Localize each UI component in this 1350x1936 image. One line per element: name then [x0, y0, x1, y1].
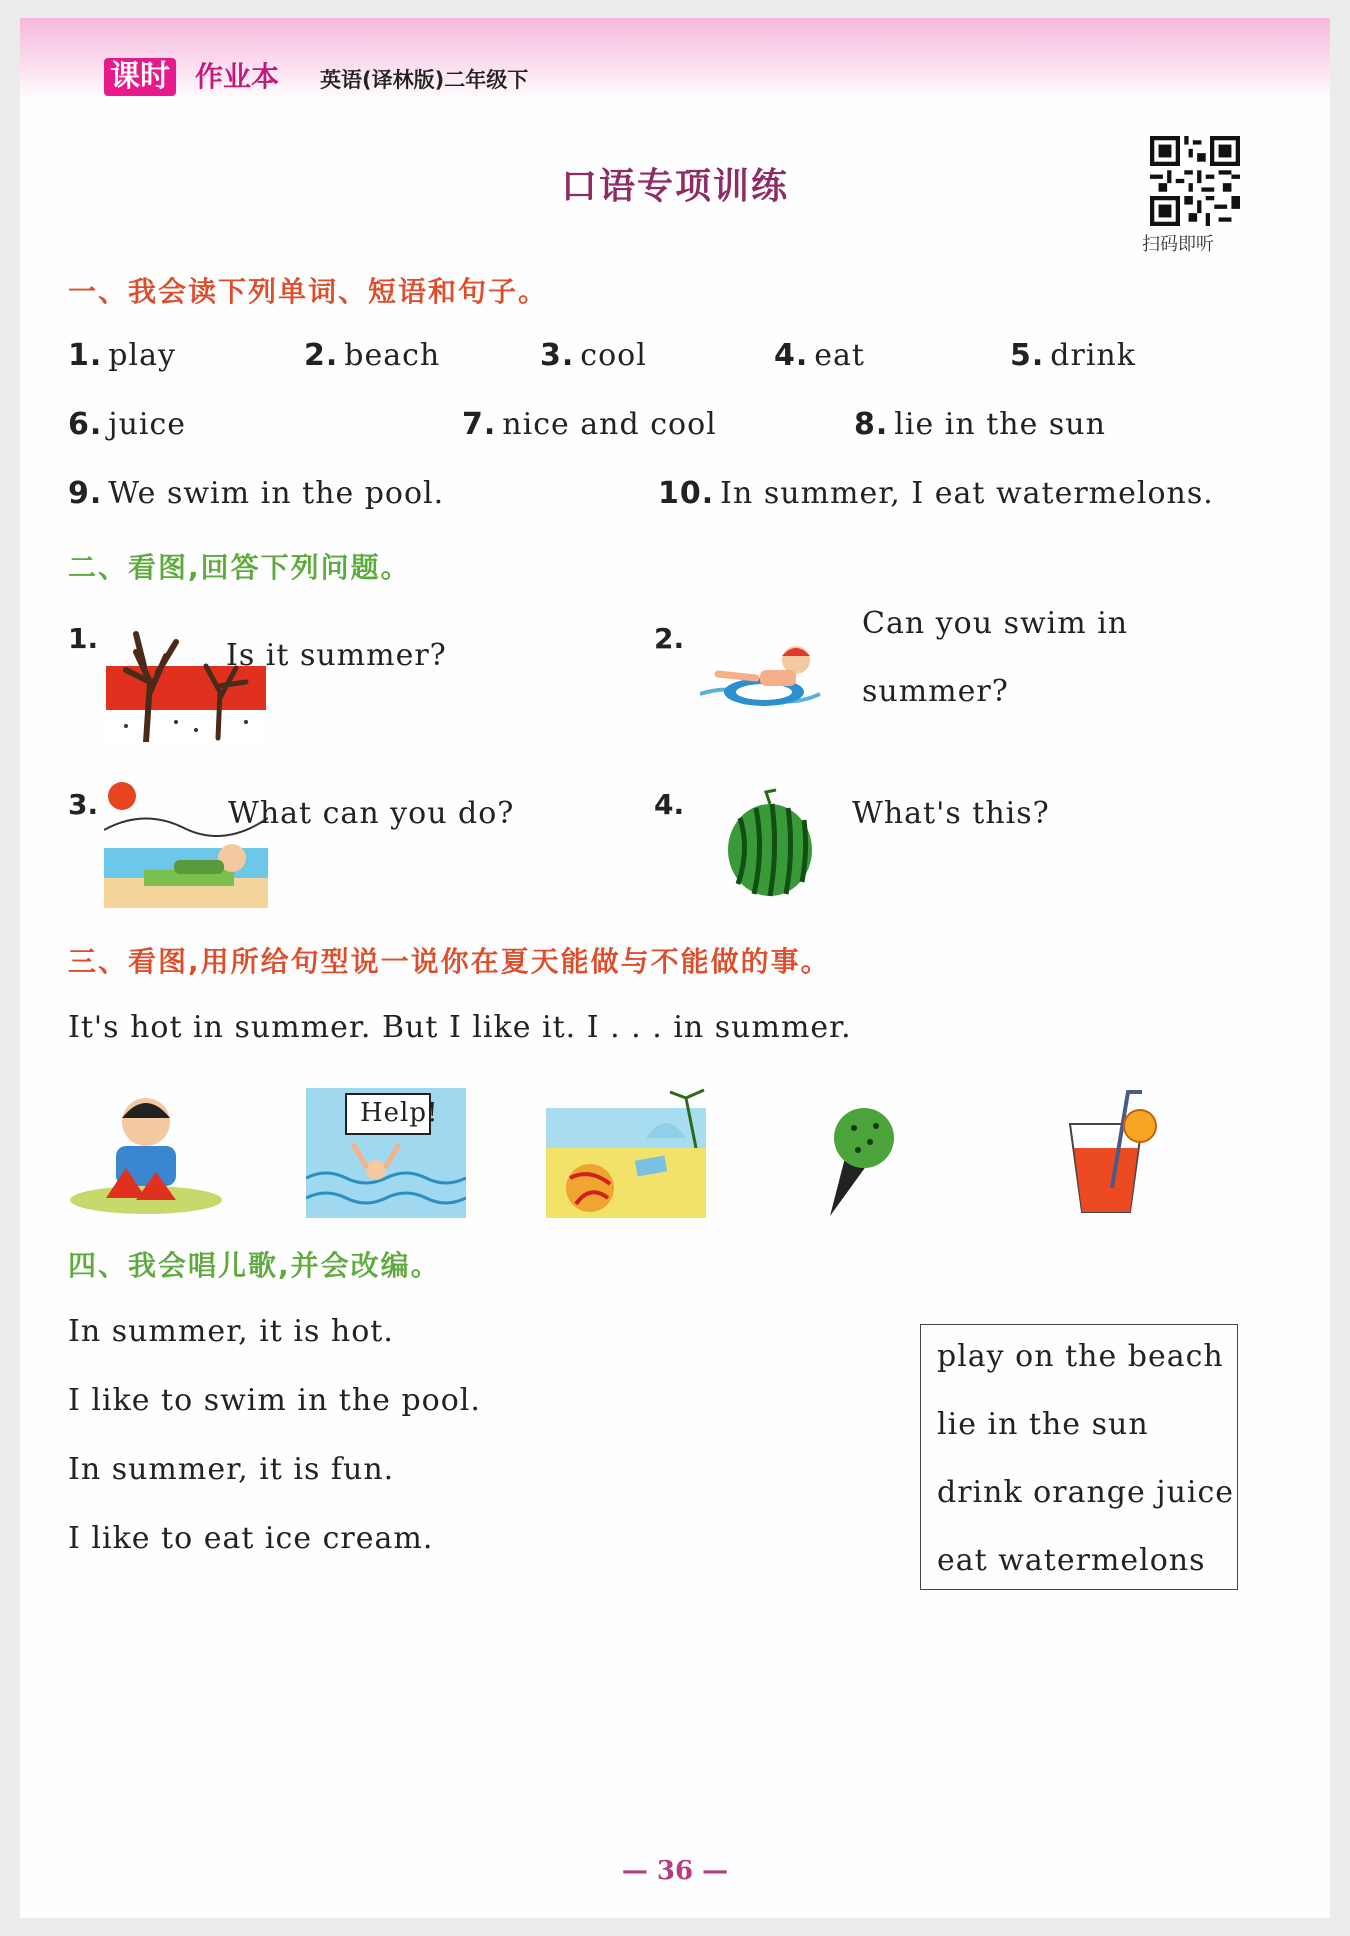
question-number: 4.	[654, 788, 685, 821]
vocab-item: 4. eat	[774, 338, 865, 373]
vocab-item: 2. beach	[304, 338, 441, 373]
section2-heading: 二、看图,回答下列问题。	[68, 551, 411, 584]
vocab-item: 1. play	[68, 338, 176, 373]
book-info: 英语(译林版)二年级下	[320, 68, 529, 92]
help-label: Help!	[360, 1098, 439, 1128]
question-number: 1.	[68, 622, 99, 655]
section4-heading: 四、我会唱儿歌,并会改编。	[68, 1249, 441, 1282]
word-bank-box	[920, 1324, 1238, 1590]
brand-logo: 课时	[104, 58, 176, 96]
swimming-boy-image	[700, 634, 840, 724]
word-bank-item: lie in the sun	[937, 1407, 1149, 1442]
vocab-item: 3. cool	[540, 338, 647, 373]
vocab-item: 7. nice and cool	[462, 407, 717, 442]
rhyme-line: I like to swim in the pool.	[68, 1383, 481, 1418]
question-text: What can you do?	[228, 796, 515, 831]
workbook-page	[20, 18, 1330, 1918]
vocab-item: 6. juice	[68, 407, 187, 442]
rhyme-line: In summer, it is fun.	[68, 1452, 395, 1487]
vocab-item: 8. lie in the sun	[854, 407, 1106, 442]
sentence-item: 9. We swim in the pool.	[68, 476, 445, 511]
page-title: 口语专项训练	[560, 166, 789, 207]
section3-heading: 三、看图,用所给句型说一说你在夏天能做与不能做的事。	[68, 945, 831, 978]
word-bank-item: drink orange juice	[937, 1475, 1235, 1510]
qr-caption: 扫码即听	[1142, 234, 1214, 255]
pattern-sentence: It's hot in summer. But I like it. I . . . in summer.	[68, 1010, 852, 1045]
question-number: 3.	[68, 788, 99, 821]
brand-name: 作业本	[195, 60, 280, 93]
word-bank-item: eat watermelons	[937, 1543, 1206, 1578]
question-text-line1: Can you swim in	[862, 606, 1129, 641]
ice-cream-image	[810, 1098, 920, 1218]
question-text: Is it summer?	[226, 638, 447, 673]
rhyme-line: In summer, it is hot.	[68, 1314, 394, 1349]
question-text-line2: summer?	[862, 674, 1009, 709]
rhyme-line: I like to eat ice cream.	[68, 1521, 434, 1556]
beach-ball-image	[546, 1088, 706, 1218]
page-number: — 36 —	[621, 1856, 729, 1886]
eating-watermelon-image	[66, 1088, 226, 1218]
watermelon-image	[720, 788, 820, 898]
question-number: 2.	[654, 622, 685, 655]
orange-juice-image	[1048, 1088, 1168, 1218]
section1-heading: 一、我会读下列单词、短语和句子。	[68, 275, 549, 308]
vocab-item: 5. drink	[1010, 338, 1136, 373]
question-text: What's this?	[852, 796, 1050, 831]
qr-code-icon[interactable]	[1150, 136, 1240, 226]
sentence-item: 10. In summer, I eat watermelons.	[658, 476, 1214, 511]
word-bank-item: play on the beach	[937, 1339, 1224, 1374]
